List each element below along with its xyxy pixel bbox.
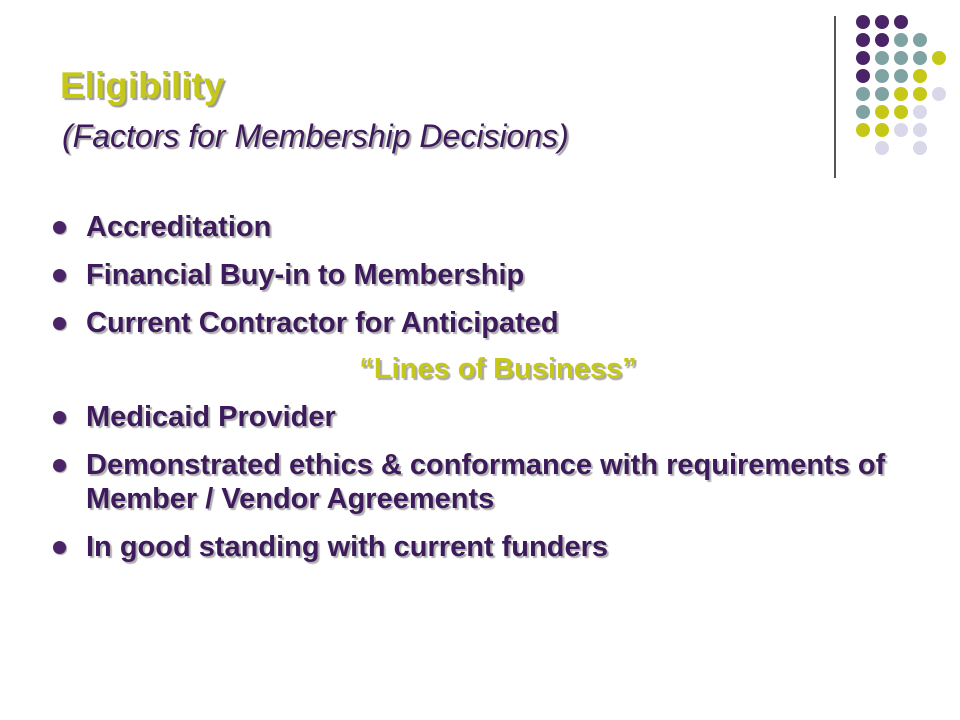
decorative-dot: [894, 87, 908, 101]
decorative-dot: [932, 87, 946, 101]
decorative-dot: [856, 123, 870, 137]
bullet-text: “Lines of Business”: [359, 353, 637, 385]
decorative-dot: [856, 105, 870, 119]
vertical-divider: [834, 16, 836, 178]
bullet-item: [48, 448, 908, 516]
decorative-dot: [932, 51, 946, 65]
decorative-dot: [875, 87, 889, 101]
decorative-dot: [894, 105, 908, 119]
decorative-dot: [894, 51, 908, 65]
bullet-list: [48, 210, 908, 578]
decorative-dot: [875, 105, 889, 119]
bullet-item: [48, 530, 908, 564]
decorative-dot: [913, 87, 927, 101]
decorative-dot: [875, 69, 889, 83]
decorative-dot: [913, 33, 927, 47]
decorative-dot: [894, 69, 908, 83]
decorative-dot: [875, 15, 889, 29]
decorative-dot: [894, 15, 908, 29]
bullet-item: [48, 306, 908, 340]
decorative-dot: [856, 15, 870, 29]
decorative-dot: [913, 51, 927, 65]
decorative-dot: [913, 105, 927, 119]
decorative-dot: [913, 141, 927, 155]
bullet-text: Accreditation: [86, 211, 272, 243]
bullet-text: Financial Buy-in to Membership: [86, 259, 525, 291]
bullet-dot-icon: [53, 459, 66, 472]
bullet-dot-icon: [53, 317, 66, 330]
bullet-dot-icon: [53, 269, 66, 282]
slide-subtitle: (Factors for Membership Decisions): [62, 118, 569, 154]
bullet-dot-icon: [53, 541, 66, 554]
bullet-text: Medicaid Provider: [86, 401, 336, 433]
bullet-dot-icon: [53, 411, 66, 424]
decorative-dot: [856, 69, 870, 83]
decorative-dot: [875, 33, 889, 47]
decorative-dot: [875, 123, 889, 137]
decorative-dot: [913, 123, 927, 137]
decorative-dot: [894, 33, 908, 47]
decorative-dot: [875, 141, 889, 155]
decorative-dot: [856, 33, 870, 47]
decorative-dot: [875, 51, 889, 65]
bullet-text: Current Contractor for Anticipated: [86, 307, 559, 339]
bullet-continuation: [48, 352, 908, 386]
slide-title: Eligibility: [60, 65, 225, 106]
bullet-item: [48, 210, 908, 244]
bullet-text: In good standing with current funders: [86, 531, 608, 563]
decorative-dot: [856, 51, 870, 65]
decorative-dot: [856, 87, 870, 101]
bullet-dot-icon: [53, 221, 66, 234]
bullet-text: Demonstrated ethics & conformance with requirements of Member / Vendor Agreements: [86, 449, 886, 515]
decorative-dot: [894, 123, 908, 137]
bullet-item: [48, 400, 908, 434]
decorative-dot: [913, 69, 927, 83]
bullet-item: [48, 258, 908, 292]
